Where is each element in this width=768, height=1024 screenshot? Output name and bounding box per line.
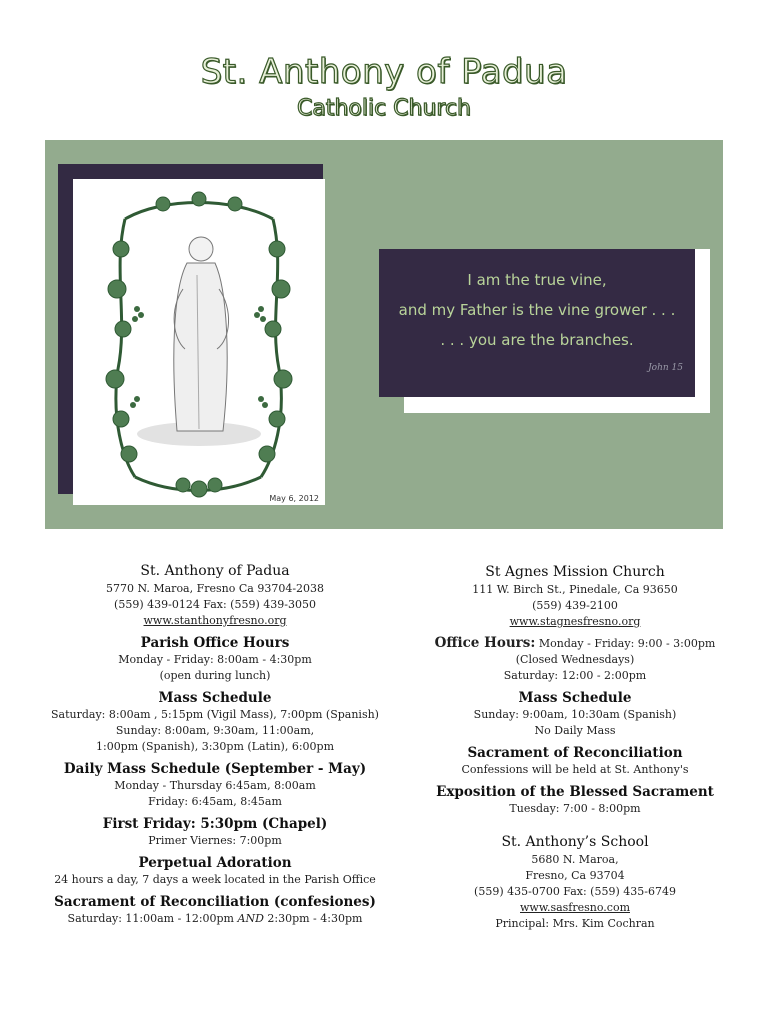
- scripture-quote: [379, 249, 695, 397]
- mission-phone: (559) 439-2100: [532, 599, 618, 612]
- parish-website-link[interactable]: www.stanthonyfresno.org: [143, 614, 287, 627]
- mission-name: St Agnes Mission Church: [485, 564, 665, 580]
- parish-phone: (559) 439-0124 Fax: (559) 439-3050: [114, 598, 316, 611]
- school-phone: (559) 435-0700 Fax: (559) 435-6749: [474, 885, 676, 898]
- parish-name: St. Anthony of Padua: [140, 563, 290, 579]
- mission-address: 111 W. Birch St., Pinedale, Ca 93650: [472, 583, 678, 596]
- school-principal: Principal: Mrs. Kim Cochran: [495, 917, 655, 930]
- mass-line: Sunday: 8:00am, 9:30am, 11:00am,: [115, 724, 315, 737]
- school-address: 5680 N. Maroa,: [531, 853, 619, 866]
- quote-citation: John 15: [648, 363, 683, 373]
- mission-website-link[interactable]: www.stagnesfresno.org: [509, 615, 641, 628]
- school-name: St. Anthony’s School: [501, 834, 649, 850]
- parish-address: 5770 N. Maroa, Fresno Ca 93704-2038: [105, 582, 325, 595]
- reconciliation-heading: Sacrament of Reconciliation (confesiones): [54, 894, 376, 910]
- parish-column: [40, 562, 390, 927]
- school-website-link[interactable]: www.sasfresno.com: [520, 901, 630, 914]
- quote-line: I am the true vine,: [467, 271, 607, 289]
- first-friday-line: Primer Viernes: 7:00pm: [148, 834, 282, 847]
- mission-column: [420, 563, 730, 932]
- image-date: May 6, 2012: [269, 494, 319, 503]
- daily-mass-line: Friday: 6:45am, 8:45am: [148, 795, 282, 808]
- mission-office-line: Saturday: 12:00 - 2:00pm: [503, 669, 647, 682]
- mission-mass-line: No Daily Mass: [534, 724, 616, 737]
- mission-mass-line: Sunday: 9:00am, 10:30am (Spanish): [473, 708, 677, 721]
- daily-mass-line: Monday - Thursday 6:45am, 8:00am: [114, 779, 316, 792]
- mass-line: 1:00pm (Spanish), 3:30pm (Latin), 6:00pm: [95, 740, 335, 753]
- banner: [45, 140, 723, 529]
- first-friday-heading: First Friday: 5:30pm (Chapel): [102, 816, 328, 832]
- adoration-heading: Perpetual Adoration: [138, 855, 292, 871]
- quote-line: and my Father is the vine grower . . .: [398, 301, 676, 319]
- illustration-art: [73, 179, 325, 505]
- mission-mass-heading: Mass Schedule: [518, 690, 632, 706]
- exposition-heading: Exposition of the Blessed Sacrament: [436, 784, 714, 800]
- office-hours-heading: Parish Office Hours: [140, 635, 290, 651]
- mission-office-hours: Office Hours: Monday - Friday: 9:00 - 3:00pm: [434, 635, 716, 651]
- page-title: St. Anthony of Padua: [200, 52, 568, 92]
- jesus-vine-illustration: [73, 179, 325, 505]
- office-hours-line: (open during lunch): [159, 669, 271, 682]
- mission-reconciliation-line: Confessions will be held at St. Anthony's: [461, 763, 689, 776]
- page-subtitle: Catholic Church: [296, 96, 472, 121]
- mission-office-line: (Closed Wednesdays): [515, 653, 635, 666]
- mass-line: Saturday: 8:00am , 5:15pm (Vigil Mass), 7:00pm (Spanish): [51, 708, 379, 721]
- quote-line: . . . you are the branches.: [440, 331, 634, 349]
- exposition-line: Tuesday: 7:00 - 8:00pm: [509, 802, 641, 815]
- office-hours-line: Monday - Friday: 8:00am - 4:30pm: [118, 653, 312, 666]
- mass-schedule-heading: Mass Schedule: [158, 690, 272, 706]
- reconciliation-line: Saturday: 11:00am - 12:00pm AND 2:30pm - 4:30pm: [67, 912, 363, 925]
- daily-mass-heading: Daily Mass Schedule (September - May): [63, 761, 367, 777]
- school-address: Fresno, Ca 93704: [525, 869, 625, 882]
- mission-reconciliation-heading: Sacrament of Reconciliation: [467, 745, 683, 761]
- adoration-line: 24 hours a day, 7 days a week located in the Parish Office: [54, 873, 376, 886]
